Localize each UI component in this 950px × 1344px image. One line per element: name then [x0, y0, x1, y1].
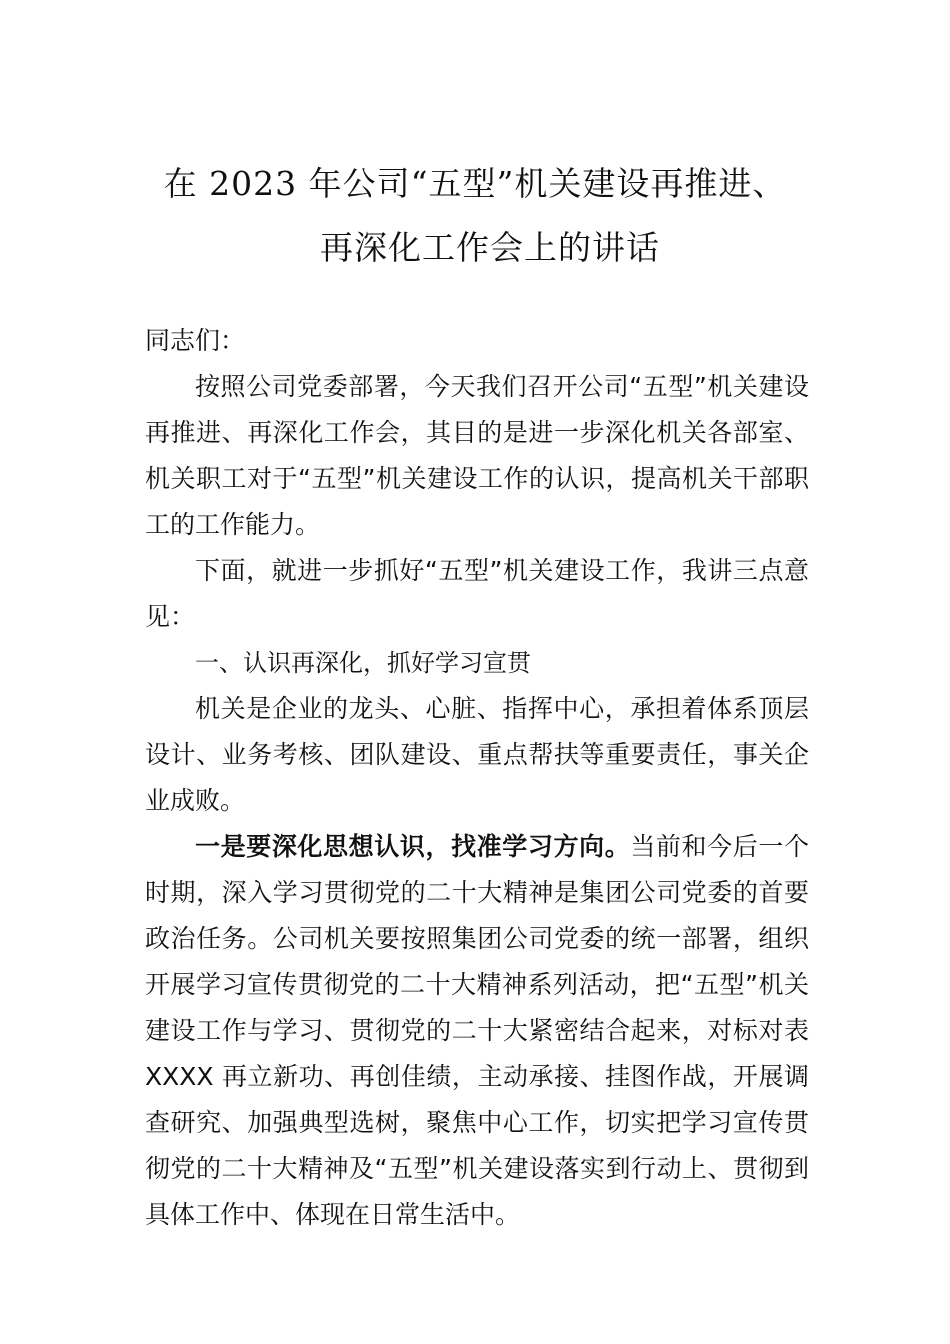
- paragraph-4-text: 当前和今后一个时期，深入学习贯彻党的二十大精神是集团公司党委的首要政治任务。公司机关要按照集团公司党委的统一部署，组织开展学习宣传贯彻党的二十大精神系列活动，把“五型”机关建设工作与学习、贯彻党的二十大紧密结合起来，对标对表 XXXX 再立新功、再创佳绩，主动承接、挂图作战，开展调查研究、加强典型选树，聚焦中心工作，切实把学习宣传贯彻党的二十大精神及“五型”机关建设落实到行动上、贯彻到具体工作中、体现在日常生活中。: [145, 832, 809, 1229]
- document-title-line-2: 再深化工作会上的讲话: [320, 228, 660, 267]
- paragraph-4-lead: 一是要深化思想认识，找准学习方向。: [195, 832, 631, 861]
- paragraph-4: [145, 824, 809, 1238]
- section-1-heading: 一、认识再深化，抓好学习宣贯: [195, 649, 531, 677]
- salutation: 同志们：: [145, 326, 246, 355]
- document-body: [145, 318, 809, 1238]
- paragraph-3: 机关是企业的龙头、心脏、指挥中心，承担着体系顶层设计、业务考核、团队建设、重点帮扶等重要责任，事关企业成败。: [145, 694, 809, 815]
- document-title-line-1: 在 2023 年公司“五型”机关建设再推进、: [163, 164, 787, 203]
- paragraph-1: 按照公司党委部署，今天我们召开公司“五型”机关建设再推进、再深化工作会，其目的是进一步深化机关各部室、机关职工对于“五型”机关建设工作的认识，提高机关干部职工的工作能力。: [145, 372, 809, 539]
- paragraph-2: 下面，就进一步抓好“五型”机关建设工作，我讲三点意见：: [145, 556, 809, 631]
